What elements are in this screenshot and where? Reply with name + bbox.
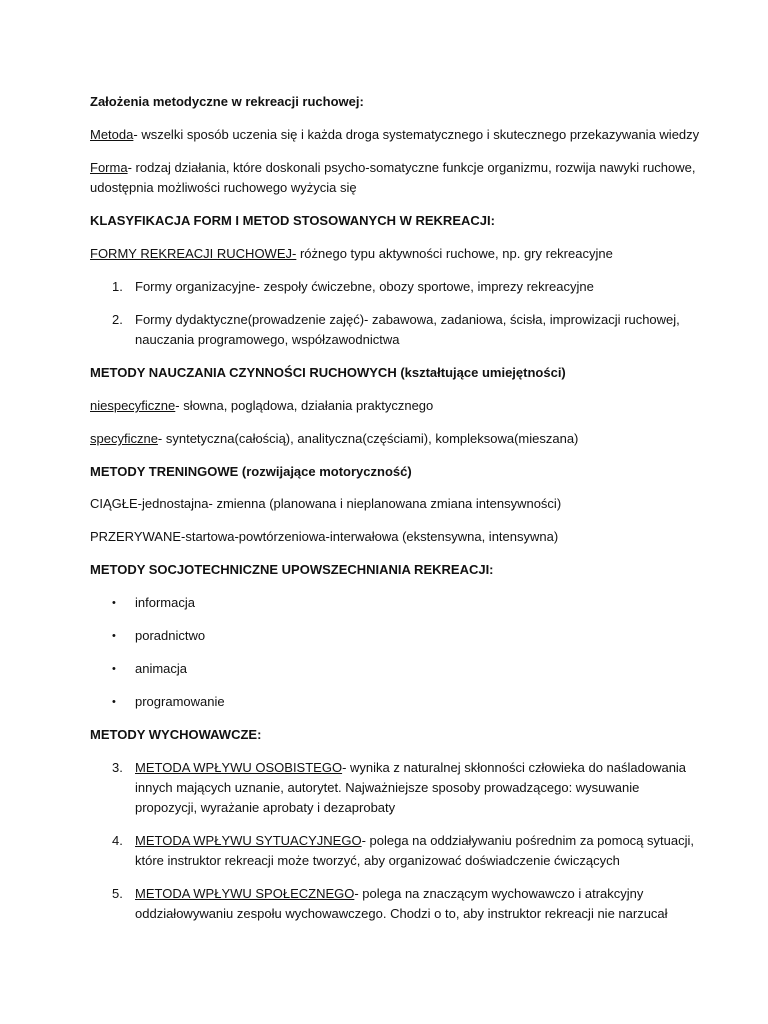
- method-text: - polega na znaczącym wychowawczo i atrakcyjny: [354, 886, 644, 901]
- specyficzne-term: specyficzne: [90, 431, 158, 446]
- bullet-icon: •: [112, 597, 116, 609]
- forma-text-line2: udostępnia możliwości ruchowego wyżycia się: [90, 180, 357, 195]
- bullet-item: animacja: [135, 661, 188, 676]
- bullet-icon: •: [112, 663, 116, 675]
- ciagle-text: CIĄGŁE-jednostajna- zmienna (planowana i nieplanowana zmiana intensywności): [90, 496, 562, 511]
- list-item-line: Formy dydaktyczne(prowadzenie zajęć)- zabawowa, zadaniowa, ścisła, improwizacji ruchowej,: [135, 312, 680, 327]
- bullet-item: informacja: [135, 595, 195, 610]
- formy-definition: [90, 244, 690, 264]
- method-term: METODA WPŁYWU SYTUACYJNEGO: [135, 833, 362, 848]
- bullet-item: programowanie: [135, 694, 225, 709]
- forma-term: Forma: [90, 160, 128, 175]
- list-number: 5.: [112, 886, 123, 901]
- method-term: METODA WPŁYWU SPOŁECZNEGO: [135, 886, 355, 901]
- list-item-line: Formy organizacyjne- zespoły ćwiczebne, obozy sportowe, imprezy rekreacyjne: [135, 279, 594, 294]
- niespecyficzne-term: niespecyficzne: [90, 398, 176, 413]
- forma-text-line1: - rodzaj działania, które doskonali psycho-somatyczne funkcje organizmu, rozwija nawyki ruchowe,: [127, 160, 696, 175]
- list-item-line: oddziałowywaniu zespołu wychowawczego. Chodzi o to, aby instruktor rekreacji nie narzucał: [135, 906, 668, 921]
- bullet-item: poradnictwo: [135, 628, 206, 643]
- list-item-line: nauczania programowego, współzawodnictwa: [135, 332, 400, 347]
- metoda-term: Metoda: [90, 127, 134, 142]
- metoda-text: - wszelki sposób uczenia się i każda droga systematycznego i skutecznego przekazywania wiedzy: [133, 127, 700, 142]
- wychowawcze-heading: METODY WYCHOWAWCZE:: [90, 727, 262, 742]
- treningowe-heading: METODY TRENINGOWE (rozwijające motoryczność): [90, 464, 412, 479]
- list-number: 4.: [112, 833, 123, 848]
- przerywane-text: PRZERYWANE-startowa-powtórzeniowa-interwałowa (ekstensywna, intensywna): [90, 529, 559, 544]
- niespecyficzne-definition: [90, 396, 690, 416]
- method-term: METODA WPŁYWU OSOBISTEGO: [135, 760, 343, 775]
- specyficzne-text: - syntetyczna(całością), analityczna(częściami), kompleksowa(mieszana): [157, 431, 579, 446]
- list-number: 3.: [112, 760, 123, 775]
- nauczania-heading: METODY NAUCZANIA CZYNNOŚCI RUCHOWYCH (kształtujące umiejętności): [90, 365, 566, 380]
- socjotechniczne-heading: METODY SOCJOTECHNICZNE UPOWSZECHNIANIA REKREACJI:: [90, 562, 494, 577]
- list-item-line: [135, 831, 694, 851]
- method-text: - polega na oddziaływaniu pośrednim za pomocą sytuacji,: [361, 833, 694, 848]
- formy-term: FORMY REKREACJI RUCHOWEJ-: [90, 246, 297, 261]
- bullet-icon: •: [112, 630, 116, 642]
- list-item-line: propozycji, wyrażanie aprobaty i dezaprobaty: [135, 800, 396, 815]
- specyficzne-definition: [90, 429, 690, 449]
- formy-text: różnego typu aktywności ruchowe, np. gry rekreacyjne: [296, 246, 613, 261]
- forma-definition: [90, 158, 696, 178]
- niespecyficzne-text: - słowna, poglądowa, działania praktycznego: [175, 398, 434, 413]
- list-number: 2.: [112, 312, 123, 327]
- method-text: - wynika z naturalnej skłonności człowieka do naśladowania: [342, 760, 687, 775]
- document-title: Założenia metodyczne w rekreacji ruchowej:: [90, 94, 364, 109]
- bullet-icon: •: [112, 696, 116, 708]
- list-item-line: które instruktor rekreacji może tworzyć, aby organizować doświadczenie ćwiczących: [135, 853, 620, 868]
- list-number: 1.: [112, 279, 123, 294]
- list-item-line: [135, 758, 686, 778]
- klasyfikacja-heading: KLASYFIKACJA FORM I METOD STOSOWANYCH W REKREACJI:: [90, 213, 495, 228]
- list-item-line: [135, 884, 643, 904]
- list-item-line: innych mających uznanie, autorytet. Najważniejsze sposoby prowadzącego: wysuwanie: [135, 780, 640, 795]
- metoda-definition: [90, 125, 700, 145]
